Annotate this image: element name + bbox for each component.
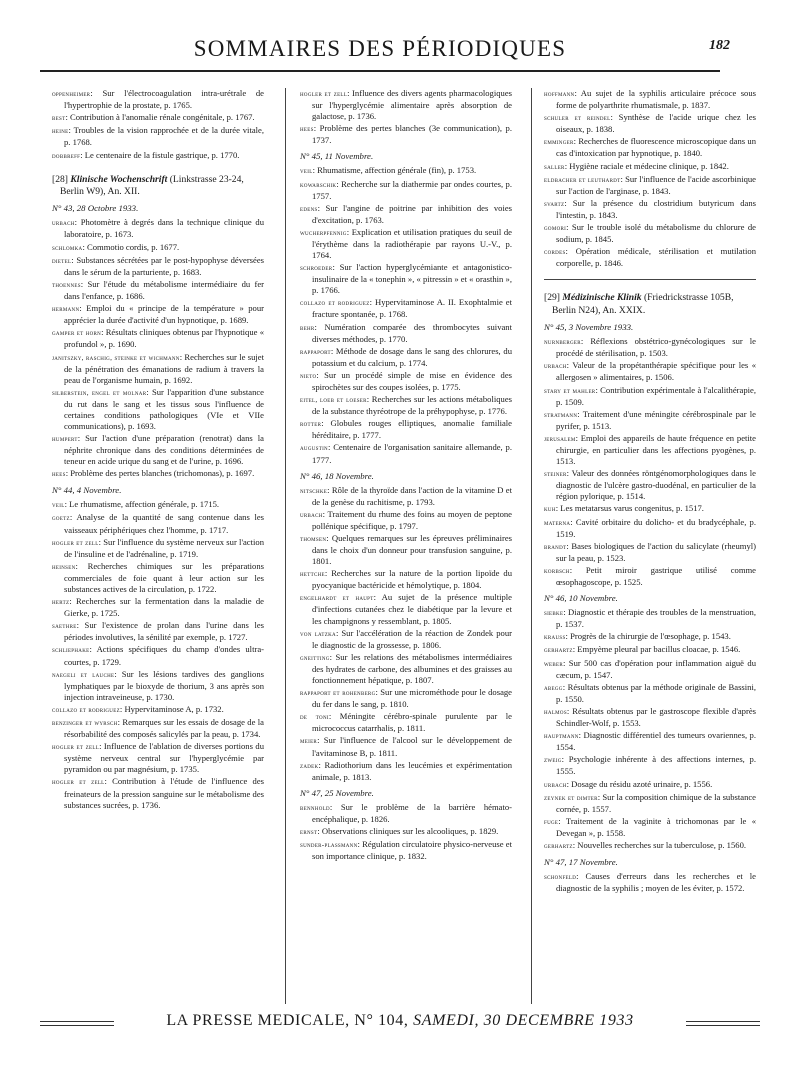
entry-author: nieto: [300, 371, 317, 380]
entry-text: : Sur les relations des métabolismes intermédiaires des hydrates de carbone, des albumines et des graisses au fonctionnement hépatique, p. 1807.: [312, 651, 512, 685]
entry-author: naegeli et lauche: [52, 670, 115, 679]
entry-text: : Influence des divers agents pharmacologiques sur l'hyperglycémie alimentaire après absorption de galactose, p. 1736.: [312, 88, 512, 122]
entry-text: : Diagnostic différentiel des tumeurs ovariennes, p. 1554.: [556, 730, 756, 753]
entry-author: hogler et zell: [52, 778, 105, 787]
entry-text: : Contribution expérimentale à l'alcalithérapie, p. 1509.: [556, 384, 756, 407]
entry-author: saller: [544, 162, 565, 171]
journal-address: (Friedrickstrasse 105B, Berlin N24), An. XXIX.: [552, 292, 734, 316]
footer-rule: [40, 1025, 114, 1026]
entry-author: bennhold: [300, 803, 330, 812]
summary-entry: [300, 485, 512, 508]
entry-author: kowarschik: [300, 180, 337, 189]
column-2: [300, 88, 512, 863]
summary-entry: [300, 826, 512, 838]
entry-text: : Opération médicale, stérilisation et mutilation corporelle, p. 1846.: [556, 246, 756, 269]
entry-text: : Diagnostic et thérapie des troubles de la menstruation, p. 1537.: [556, 607, 756, 630]
summary-entry: [52, 499, 264, 511]
summary-entry: [52, 741, 264, 775]
entry-author: zeynek et dimter: [544, 793, 598, 802]
journal-address: (Linkstrasse 23-24, Berlin W9), An. XII.: [60, 173, 244, 197]
issue-heading: N° 46, 18 Novembre.: [300, 470, 374, 481]
entry-text: : Hypervitaminose A. II. Exophtalmie et fracture spontanée, p. 1768.: [312, 297, 513, 320]
summary-entry: [300, 165, 512, 177]
summary-entry: [544, 541, 756, 564]
entry-text: : Emploi du « principe de la température » pour apprécier la durée d'activité d'un hypnotique, p. 1689.: [64, 303, 264, 326]
entry-text: : Hygiène raciale et médecine clinique, p. 1842.: [564, 160, 729, 171]
entry-text: : Problème des pertes blanches (trichomonas), p. 1697.: [65, 468, 255, 479]
summary-entry: [52, 717, 264, 740]
entry-author: veil: [300, 167, 313, 176]
summary-entry: [300, 735, 512, 758]
summary-entry: [544, 385, 756, 408]
issue-heading: N° 46, 10 Novembre.: [544, 593, 618, 604]
summary-entry: [544, 222, 756, 245]
entry-author: fuge: [544, 817, 559, 826]
summary-entry: [300, 652, 512, 686]
summary-entry: [544, 112, 756, 135]
summary-entry: [544, 644, 756, 656]
entry-text: : Recherches de fluorescence microscopique dans un cas d'intoxication par hypnotique, p. 1840.: [556, 136, 756, 159]
entry-author: hees: [300, 125, 314, 134]
entry-author: engelhardt et haupt: [300, 594, 374, 603]
entry-text: : Observations cliniques sur les alcooliques, p. 1829.: [317, 825, 499, 836]
entry-text: : Sur l'accélération de la réaction de Zondek pour le diagnostic de la grossesse, p. 1806.: [312, 627, 512, 650]
entry-author: eldbacher et leuthardt: [544, 175, 621, 184]
entry-author: humpert: [52, 435, 78, 444]
entry-author: zweig: [544, 756, 562, 765]
entry-text: : Emploi des appareils de haute fréquence en petite chirurgie, en particulier dans les affections pyogènes, p. 1513.: [556, 432, 756, 467]
entry-text: : Sur un procédé simple de mise en évidence des spirochètes sur des coupes isolées, p. 1775.: [312, 369, 512, 392]
summary-entry: [52, 596, 264, 619]
entry-text: : Cavité orbitaire du dolicho- et du bradycéphale, p. 1519.: [556, 516, 756, 539]
summary-entry: [300, 687, 512, 710]
entry-author: abegg: [544, 683, 563, 692]
entry-author: wucherpfennig: [300, 228, 347, 237]
entry-author: cordes: [544, 248, 566, 257]
entry-author: schliephake: [52, 646, 90, 655]
summary-entry: [300, 346, 512, 369]
entry-text: : Commotio cordis, p. 1677.: [82, 241, 180, 252]
summary-entry: [544, 816, 756, 839]
entry-author: schuler et reindel: [544, 114, 611, 123]
entry-author: siebke: [544, 609, 564, 618]
summary-entry: [544, 607, 756, 630]
summary-entry: [544, 779, 756, 791]
entry-author: collazo et rodriguez: [300, 299, 370, 308]
entry-text: : Causes d'erreurs dans les recherches et le diagnostic de la syphilis ; moyen de les éviter, p. 1572.: [556, 871, 756, 894]
entry-author: dobbreff: [52, 151, 81, 160]
entry-text: : Troubles de la vision rapprochée et de la durée vitale, p. 1768.: [64, 125, 264, 148]
entry-author: von latzka: [300, 629, 336, 638]
summary-entry: [52, 512, 264, 535]
summary-entry: [544, 754, 756, 777]
entry-text: : Sur la composition chimique de la substance cornée, p. 1557.: [556, 791, 756, 814]
entry-author: kuh: [544, 505, 556, 514]
entry-text: : Recherche sur la diathermie par ondes courtes, p. 1757.: [312, 178, 512, 201]
entry-author: krauss: [544, 633, 566, 642]
entry-author: collazo et rodriguez: [52, 705, 120, 714]
entry-author: hogler et zell: [300, 90, 348, 98]
summary-entry: [300, 711, 512, 734]
summary-entry: [52, 255, 264, 278]
entry-text: : Sur l'électrocoagulation intra-urétrale de l'hypertrophie de la prostate, p. 1765.: [64, 88, 264, 111]
entry-author: gerhartz: [544, 646, 573, 655]
entry-author: urbach: [52, 219, 75, 228]
summary-entry: [544, 871, 756, 894]
summary-entry: [300, 179, 512, 202]
entry-author: zadek: [300, 761, 319, 770]
entry-text: : Sur le trouble isolé du métabolisme du chlorure de sodium, p. 1845.: [556, 222, 756, 245]
journal-name: Médizinische Klinik: [562, 292, 642, 304]
summary-entry: [544, 468, 756, 502]
entry-text: : Recherches sur la fermentation dans la maladie de Gierke, p. 1725.: [64, 596, 264, 619]
footer-publication: LA PRESSE MEDICALE, N° 104,: [166, 1012, 409, 1029]
summary-entry: [52, 537, 264, 560]
entry-text: : Psychologie inhérente à des affections internes, p. 1555.: [556, 754, 756, 777]
summary-entry: [300, 262, 512, 296]
summary-entry: [544, 161, 756, 173]
page-number: 182: [709, 38, 730, 53]
entry-author: nurnberger: [544, 338, 581, 347]
summary-entry: [544, 840, 756, 852]
summary-entry: [544, 503, 756, 515]
entry-text: : Sur l'existence de prolan dans l'urine dans les périodes involutives, la sénilité par exemple, p. 1727.: [64, 620, 264, 643]
entry-author: schlomka: [52, 243, 83, 252]
entry-author: hogler et zell: [52, 538, 99, 547]
entry-author: meier: [300, 737, 318, 746]
entry-author: schonfeld: [544, 873, 577, 882]
summary-entry: [52, 242, 264, 254]
header-rule: [40, 70, 720, 72]
journal-name: Klinische Wochenschrift: [70, 173, 168, 185]
entry-author: augustin: [300, 444, 328, 453]
entry-author: goetz: [52, 514, 70, 523]
section-rule: [544, 279, 756, 280]
issue-heading: N° 44, 4 Novembre.: [52, 485, 122, 496]
summary-entry: [52, 150, 264, 162]
entry-author: ernst: [300, 827, 318, 836]
entry-author: emminger: [544, 138, 574, 147]
entry-text: : Méthode de dosage dans le sang des chlorures, du potassium et du calcium, p. 1774.: [312, 345, 512, 368]
column-1: [52, 88, 264, 812]
entry-author: heinsen: [52, 562, 76, 571]
summary-entry: [52, 327, 264, 350]
summary-entry: [300, 568, 512, 591]
summary-entry: [52, 620, 264, 643]
entry-author: hees: [52, 470, 66, 479]
entry-text: : Valeur des données röntgénomorphologiques dans le diagnostic de l'ulcère gastro-duodénal, en particulier de la région pylorique, p. 1514.: [556, 468, 756, 502]
entry-text: : Le centenaire de la fistule gastrique, p. 1770.: [80, 149, 240, 160]
summary-entry: [300, 442, 512, 465]
entry-text: : Recherches sur la nature de la portion lipoïde du pyocyanique bactéricide et hémolytique, p. 1804.: [312, 568, 512, 591]
summary-entry: [544, 792, 756, 815]
entry-author: gamper et horn: [52, 329, 102, 338]
summary-entry: [52, 776, 264, 810]
summary-entry: [52, 112, 264, 124]
summary-entry: [544, 88, 756, 111]
entry-author: silberstein, engel et molnar: [52, 388, 147, 397]
summary-entry: [300, 322, 512, 345]
entry-text: : Résultats obtenus par la méthode originale de Bassini, p. 1550.: [556, 681, 756, 704]
entry-author: thomsen: [300, 535, 327, 543]
entry-text: : Sur la présence du clostridium butyricum dans l'intestin, p. 1843.: [556, 197, 756, 220]
entry-text: : Substances sécrétées par le post-hypophyse déversées dans le sérum de la parturiente, p. 1683.: [64, 254, 264, 277]
entry-author: halmos: [544, 707, 567, 716]
entry-text: : Traitement de la vaginite à trichomonas par le « Devegan », p. 1558.: [556, 815, 756, 838]
entry-text: : Hypervitaminose A, p. 1732.: [119, 703, 224, 714]
entry-text: : Dosage du résidu azoté urinaire, p. 1556.: [566, 778, 713, 789]
entry-author: korbsch: [544, 566, 570, 575]
entry-author: de toni: [300, 713, 329, 722]
summary-entry: [300, 394, 512, 417]
entry-text: : Recherches chimiques sur les préparations commerciales de foie quant à leur action sur les substances actives de la circulation, p. 1722.: [64, 560, 264, 594]
entry-text: : Valeur de la propétanthérapie spécifique pour les « allergosen » alimentaires, p. 1506.: [556, 360, 756, 383]
footer-rule: [40, 1021, 114, 1022]
journal-number: [28]: [52, 173, 71, 185]
page-header: [40, 30, 730, 70]
entry-author: eitel, loeb et loeser: [300, 396, 367, 405]
entry-author: dietel: [52, 256, 72, 265]
entry-author: stratmann: [544, 410, 578, 419]
footer-rule: [686, 1025, 760, 1026]
entry-text: : Problème des pertes blanches (3e communication), p. 1737.: [312, 123, 512, 146]
entry-text: : Sur les lésions tardives des ganglions lymphatiques par le bioxyde de thorium, 3 ans après son injection intraveineuse, p. 1730.: [64, 668, 264, 702]
entry-author: oppenheimer: [52, 90, 91, 98]
issue-heading: N° 47, 25 Novembre.: [300, 787, 374, 798]
entry-author: gomori: [544, 224, 567, 233]
summary-entry: [544, 174, 756, 197]
summary-entry: [52, 88, 264, 111]
entry-text: : Bases biologiques de l'action du salicylate (rheumyl) sur la peau, p. 1523.: [556, 540, 756, 563]
entry-author: edens: [300, 204, 318, 213]
summary-entry: [300, 802, 512, 825]
summary-entry: [544, 682, 756, 705]
entry-text: : Résultats obtenus par le gastroscope flexible d'après Schindler-Wolf, p. 1553.: [556, 705, 756, 728]
issue-heading: N° 45, 3 Novembre 1933.: [544, 322, 634, 333]
entry-author: best: [52, 114, 66, 123]
summary-entry: [300, 370, 512, 393]
summary-entry: [300, 88, 512, 122]
summary-entry: [300, 123, 512, 146]
entry-text: : Globules rouges elliptiques, anomalie familiale héréditaire, p. 1777.: [312, 418, 512, 441]
summary-entry: [300, 628, 512, 651]
entry-text: : Sur l'apparition d'une substance du rut dans le sang et les tissus sous l'influence de certaines conditions pathologiques (VIe et VIIe communications), p. 1693.: [64, 386, 264, 431]
entry-author: brandt: [544, 542, 567, 551]
entry-author: thoennes: [52, 280, 81, 289]
summary-entry: [52, 125, 264, 148]
entry-author: nitschke: [300, 486, 328, 495]
summary-entry: [300, 839, 512, 862]
summary-entry: [544, 730, 756, 753]
summary-entry: [52, 303, 264, 326]
entry-author: janitszky, raschig, steinke et wichmann: [52, 353, 180, 362]
entry-author: hauptmann: [544, 732, 579, 741]
page-footer: [40, 1012, 760, 1042]
entry-text: : Empyème pleural par bacillus cloacae, p. 1546.: [572, 644, 741, 655]
entry-text: : Le rhumatisme, affection générale, p. 1715.: [64, 499, 220, 510]
entry-text: : Sur l'influence de l'alcool sur le développement de l'avitaminose B, p. 1811.: [312, 735, 512, 758]
entry-text: : Synthèse de l'acide urique chez les oiseaux, p. 1838.: [556, 112, 756, 135]
entry-text: : Rhumatisme, affection générale (fin), p. 1753.: [312, 165, 477, 176]
summary-entry: [52, 387, 264, 432]
summary-entry: [300, 203, 512, 226]
summary-entry: [544, 706, 756, 729]
summary-entry: [52, 644, 264, 667]
summary-entry: [544, 517, 756, 540]
summary-entry: [52, 561, 264, 595]
summary-entry: [300, 418, 512, 441]
entry-text: : Méningite cérébro-spinale purulente par le micrococcus catarrhalis, p. 1811.: [312, 711, 512, 734]
entry-author: hettche: [300, 570, 325, 579]
summary-entry: [52, 279, 264, 302]
summary-entry: [52, 704, 264, 716]
entry-text: : Progrès de la chirurgie de l'œsophage, p. 1543.: [565, 631, 731, 642]
entry-text: : Petit miroir gastrique utilisé comme œsophagoscope, p. 1525.: [556, 564, 756, 587]
journal-number: [29]: [544, 292, 563, 304]
entry-text: : Résultats cliniques obtenus par l'hypnotique « profundol », p. 1690.: [64, 327, 264, 350]
entry-author: hermann: [52, 305, 80, 314]
entry-text: : Sur une microméthode pour le dosage du fer dans le sang, p. 1810.: [312, 687, 512, 710]
summary-entry: [300, 760, 512, 783]
summary-entry: [300, 227, 512, 261]
entry-author: rappaport et rohenberg: [300, 689, 376, 698]
summary-entry: [300, 533, 512, 567]
entry-text: : Au sujet de la syphilis articulaire précoce sous forme de polyarthrite rhumatismale, p. 1837.: [556, 88, 756, 111]
summary-entry: [52, 433, 264, 467]
entry-author: rappaport: [300, 347, 331, 356]
entry-text: : Régulation circulatoire physico-nerveuse et son importance clinique, p. 1832.: [312, 839, 512, 862]
entry-text: : Recherches sur les actions métaboliques de la substance thyréotrope de la préhypophyse, p. 1776.: [312, 394, 512, 417]
summary-entry: [300, 509, 512, 532]
journal-heading: [544, 292, 756, 317]
entry-author: behr: [300, 323, 315, 332]
entry-author: gneitting: [300, 653, 330, 662]
entry-author: veil: [52, 501, 65, 510]
entry-text: : Contribution à l'étude de l'influence des freinateurs de la pression sanguine sur le métabolisme des substances sucrées, p. 1736.: [64, 776, 264, 810]
column-3: [544, 88, 756, 895]
issue-heading: N° 43, 28 Octobre 1933.: [52, 203, 139, 214]
entry-text: : Nouvelles recherches sur la tuberculose, p. 1560.: [572, 840, 747, 851]
entry-text: : Actions spécifiques du champ d'ondes ultra-courtes, p. 1729.: [64, 644, 264, 667]
entry-text: : Sur l'action hyperglycémiante et antagonistico-insulinaire de la « tonephin », « pitressin » et « orasthin », p. 1766.: [312, 262, 512, 296]
issue-heading: N° 45, 11 Novembre.: [300, 151, 374, 162]
entry-text: : Remarques sur les essais de dosage de la résorbabilité des composés salicylés par la peau, p. 1734.: [64, 717, 264, 740]
footer-line: [126, 1012, 674, 1030]
summary-entry: [544, 246, 756, 269]
summary-entry: [544, 360, 756, 383]
summary-entry: [544, 198, 756, 221]
summary-entry: [52, 468, 264, 480]
entry-text: : Au sujet de la présence multiple d'infections cutanées chez le diabétique par la levure et les champignons y ressemblant, p. 1805.: [312, 592, 512, 626]
entry-text: : Traitement d'une méningite cérébrospinale par le pyrifer, p. 1513.: [556, 408, 756, 431]
summary-entry: [544, 631, 756, 643]
entry-author: stary et mahler: [544, 386, 596, 395]
footer-date: SAMEDI, 30 DECEMBRE 1933: [413, 1012, 634, 1029]
footer-rule: [686, 1021, 760, 1022]
entry-author: steiner: [544, 470, 567, 479]
entry-author: heine: [52, 127, 69, 136]
entry-text: : Analyse de la quantité de sang contenue dans les vaisseaux périphériques chez l'homme, p. 1717.: [64, 512, 264, 535]
page-title: SOMMAIRES DES PÉRIODIQUES: [193, 36, 567, 61]
summary-entry: [544, 658, 756, 681]
summary-entry: [544, 565, 756, 588]
entry-author: gerhartz: [544, 842, 573, 851]
entry-author: urbach: [300, 510, 323, 519]
summaries-columns: [52, 88, 756, 1008]
entry-author: schroeder: [300, 264, 333, 273]
entry-author: svartz: [544, 199, 565, 208]
entry-text: : Sur l'action d'une préparation (renotrat) dans la néphrite chronique dans des conditions déterminées de teneur en acide urique du sang et de l'urine, p. 1696.: [64, 433, 264, 467]
entry-text: : Sur le problème de la barrière hémato-encéphalique, p. 1826.: [312, 801, 512, 824]
journal-heading: [52, 174, 264, 199]
entry-author: saethre: [52, 622, 77, 631]
summary-entry: [544, 409, 756, 432]
entry-text: : Sur l'influence du système nerveux sur l'action de l'insuline et de l'adrénaline, p. 1719.: [64, 536, 264, 559]
entry-text: : Centenaire de l'organisation sanitaire allemande, p. 1777.: [312, 442, 512, 465]
entry-author: materna: [544, 518, 571, 527]
entry-text: : Sur l'angine de poitrine par inhibition des voies d'excitation, p. 1763.: [312, 202, 512, 225]
entry-text: : Traitement du rhume des foins au moyen de peptone pollénique spécifique, p. 1797.: [312, 508, 512, 531]
issue-heading: N° 47, 17 Novembre.: [544, 857, 618, 868]
entry-author: weber: [544, 659, 563, 668]
entry-author: jerusalem: [544, 434, 576, 443]
entry-text: : Sur l'étude du métabolisme intermédiaire du fer dans l'enfance, p. 1686.: [64, 278, 264, 301]
entry-text: : Réflexions obstétrico-gynécologiques sur le procédé de stérilisation, p. 1503.: [556, 336, 756, 359]
summary-entry: [52, 217, 264, 240]
entry-text: : Radiothorium dans les leucémies et expérimentation animale, p. 1813.: [312, 759, 512, 782]
summary-entry: [300, 297, 512, 320]
entry-text: : Photomètre à degrés dans la technique clinique du laboratoire, p. 1673.: [64, 217, 264, 240]
entry-author: benzinger et wyrsch: [52, 719, 118, 728]
entry-text: : Rôle de la thyroïde dans l'action de la vitamine D et de la genèse du rachitisme, p. 1793.: [312, 484, 512, 507]
entry-text: : Influence de l'ablation de diverses portions du système nerveux central sur l'hyperglycémie par pyramidon ou par magnésium, p. 1735.: [64, 741, 264, 775]
summary-entry: [544, 336, 756, 359]
entry-text: : Numération comparée des thrombocytes suivant diverses méthodes, p. 1770.: [312, 321, 512, 344]
entry-author: urbach: [544, 362, 567, 371]
entry-text: : Contribution à l'anomalie rénale congénitale, p. 1767.: [65, 112, 255, 123]
entry-author: hoffmann: [544, 90, 575, 98]
entry-author: rotter: [300, 420, 322, 429]
entry-author: sunder-plassmann: [300, 841, 358, 850]
entry-text: : Recherches sur le sujet de la pénétration des émanations de radium à travers la peau de l'organisme humain, p. 1692.: [64, 351, 264, 385]
entry-author: urbach: [544, 780, 567, 789]
entry-text: : Quelques remarques sur les épreuves préliminaires dans le choix d'un donneur pour transfusion sanguine, p. 1801.: [312, 533, 512, 567]
summary-entry: [544, 433, 756, 467]
entry-text: : Les metatarsus varus congenitus, p. 1517.: [555, 503, 704, 514]
entry-text: : Sur 500 cas d'opération pour inflammation aiguë du cæcum, p. 1547.: [556, 657, 756, 680]
summary-entry: [544, 136, 756, 159]
summary-entry: [52, 352, 264, 386]
entry-author: hogler et zell: [52, 743, 100, 752]
entry-text: : Explication et utilisation pratiques du seuil de l'érythème dans la radiothérapie par rayons U.-V., p. 1764.: [312, 226, 512, 260]
entry-author: hertz: [52, 598, 70, 607]
entry-text: : Sur l'influence de l'acide ascorbinique sur l'action de l'arginase, p. 1843.: [556, 173, 756, 196]
summary-entry: [52, 669, 264, 703]
summary-entry: [300, 592, 512, 626]
